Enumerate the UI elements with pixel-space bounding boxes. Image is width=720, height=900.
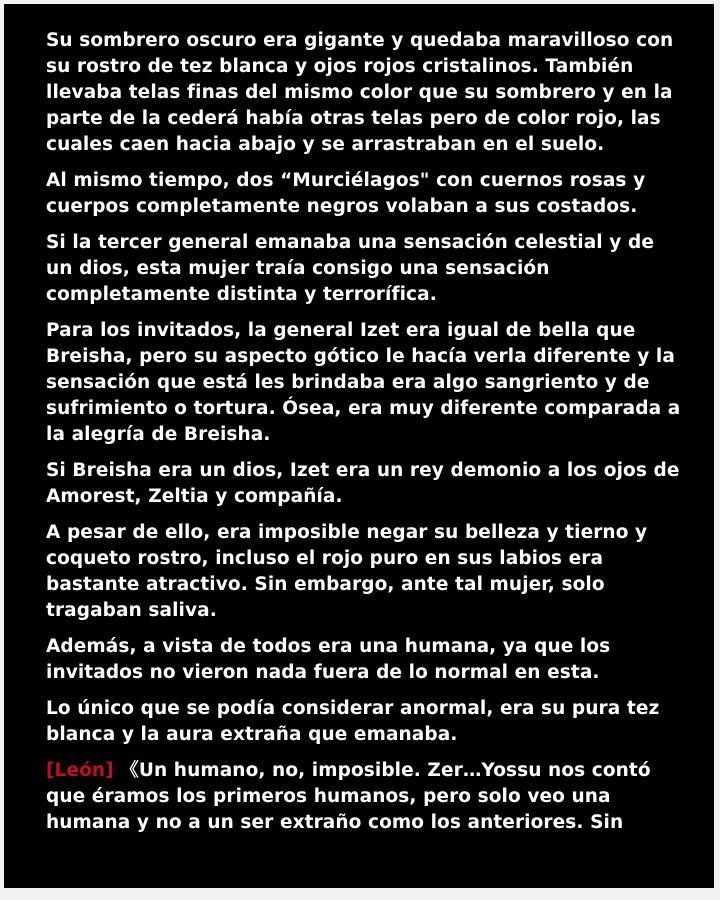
paragraph: Para los invitados, la general Izet era igual de bella que Breisha, pero su aspecto gótico le hacía verla diferente y la sensación que está les brindaba era algo sangriento y de sufrimiento o tortura. Ósea, era muy diferente comparada a la alegría de Breisha.: [46, 320, 681, 445]
dialogue-text: 《Un humano, no, imposible. Zer…Yossu nos contó que éramos los primeros humanos, pero solo veo una humana y no a un ser extraño como los anteriores. Sin: [46, 760, 651, 833]
story-text: [46, 28, 686, 846]
paragraph: Además, a vista de todos era una humana, ya que los invitados no vieron nada fuera de lo normal en esta.: [46, 636, 611, 683]
paragraph: Lo único que se podía considerar anormal, era su pura tez blanca y la aura extraña que emanaba.: [46, 698, 660, 745]
paragraph: Si Breisha era un dios, Izet era un rey demonio a los ojos de Amorest, Zeltia y compañía.: [46, 460, 680, 507]
paragraph: Al mismo tiempo, dos “Murciélagos" con cuernos rosas y cuerpos completamente negros volaban a sus costados.: [46, 170, 646, 217]
paragraph: A pesar de ello, era imposible negar su belleza y tierno y coqueto rostro, incluso el rojo puro en sus labios era bastante atractivo. Sin embargo, ante tal mujer, solo tragaban saliva.: [46, 522, 648, 621]
paragraph: Si la tercer general emanaba una sensación celestial y de un dios, esta mujer traía consigo una sensación completamente distinta y terrorífica.: [46, 232, 654, 305]
speaker-name: [León]: [46, 760, 114, 781]
page-bottom-margin: [0, 892, 720, 900]
paragraph: Su sombrero oscuro era gigante y quedaba maravilloso con su rostro de tez blanca y ojos rojos cristalinos. También llevaba telas finas del mismo color que su sombrero y en la parte de la cederá había otras telas pero de color rojo, las cuales caen hacia abajo y se arrastraban en el suelo.: [46, 30, 674, 155]
document-page: [4, 4, 714, 888]
dialogue-paragraph: [46, 758, 686, 836]
